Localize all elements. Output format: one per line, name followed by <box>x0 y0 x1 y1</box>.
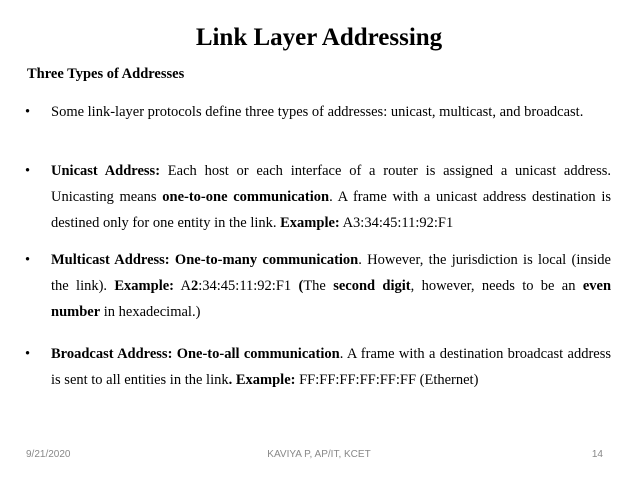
broadcast-heading: Broadcast Address: One-to-all communication <box>51 346 340 362</box>
example-label: Example: <box>280 215 340 231</box>
bullet-marker: • <box>25 104 31 120</box>
bullet-text: Some link-layer protocols define three types of addresses: unicast, multicast, and broadcast. <box>51 104 584 120</box>
example-label: Example: <box>114 278 174 294</box>
even-number-emphasis: even number <box>51 278 612 320</box>
second-digit-emphasis: second digit <box>333 278 411 294</box>
footer-page-number: 14 <box>591 449 603 460</box>
footer-date: 9/21/2020 <box>26 449 71 460</box>
bullet-item-unicast <box>25 158 611 236</box>
bullet-marker: • <box>25 252 31 268</box>
unicast-heading: Unicast Address: <box>51 163 161 179</box>
footer-author: KAVIYA P, AP/IT, KCET <box>267 449 371 460</box>
bullet-item-multicast <box>25 247 611 325</box>
bullet-marker: • <box>25 163 31 179</box>
unicast-emphasis: one-to-one communication <box>162 189 330 205</box>
bullet-item-broadcast <box>25 341 611 393</box>
section-heading: Three Types of Addresses <box>27 66 185 82</box>
bullet-text: Multicast Address: One-to-many communication. However, the jurisdiction is local (inside the link). Example: A2:34:45:11:92:F1 (The second digit, however, needs to be an even number in hexadecimal.) <box>51 252 612 320</box>
broadcast-example-address: FF:FF:FF:FF:FF:FF (Ethernet) <box>295 372 479 388</box>
bullet-item-intro <box>25 99 611 125</box>
bullet-text: Broadcast Address: One-to-all communication. A frame with a destination broadcast address is sent to all entities in the link. Example: FF:FF:FF:FF:FF:FF (Ethernet) <box>51 346 611 388</box>
bullet-text: Unicast Address: Each host or each interface of a router is assigned a unicast address. Unicasting means one-to-one communication. A frame with a unicast address destination is destined only for one entity in the link. Example: A3:34:45:11:92:F1 <box>51 163 611 231</box>
multicast-heading: Multicast Address: One-to-many communication <box>51 252 359 268</box>
unicast-example-address: A3:34:45:11:92:F1 <box>339 215 454 231</box>
slide-title: Link Layer Addressing <box>195 24 443 51</box>
second-digit-highlight: 2 <box>190 278 199 294</box>
bullet-marker: • <box>25 346 31 362</box>
example-label: . Example: <box>228 372 296 388</box>
